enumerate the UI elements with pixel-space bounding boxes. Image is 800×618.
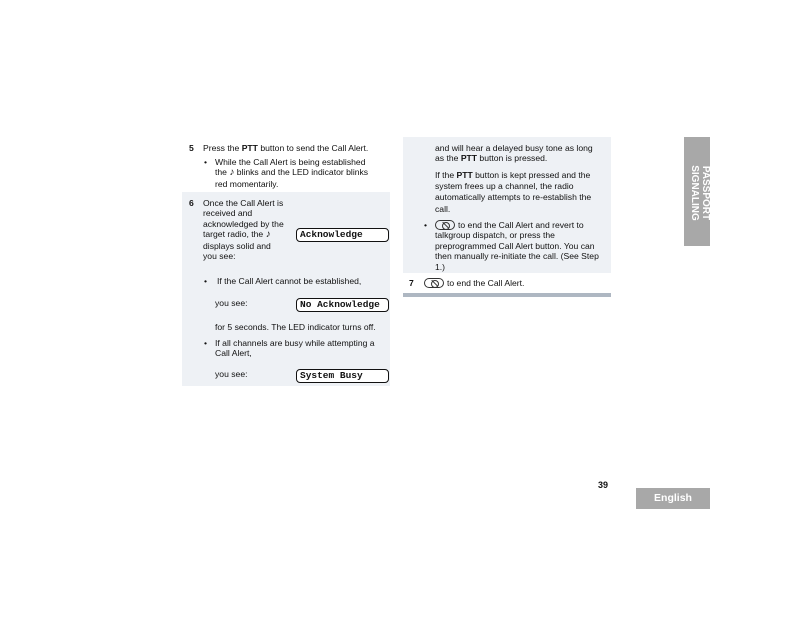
step5-text-before: Press the — [203, 143, 242, 153]
section-end-rule — [403, 293, 611, 297]
you-see-label: you see: — [215, 298, 248, 308]
step7-number: 7 — [409, 278, 414, 288]
step5-bullet-line2-before: the — [215, 167, 230, 178]
bullet-busy-line1: If all channels are busy while attempting a — [215, 338, 375, 348]
end-call-line4: then manually re-initiate the call. (See Step — [435, 251, 599, 262]
display-no-acknowledge: No Acknowledge — [296, 298, 389, 312]
bullet-dot: • — [204, 157, 208, 167]
music-note-icon: ♪ — [265, 229, 271, 241]
section-tab — [684, 137, 710, 246]
step6-line: Once the Call Alert is — [203, 198, 284, 208]
step5-bullet-line1: While the Call Alert is being established — [215, 157, 366, 167]
bullet-busy-line2: Call Alert, — [215, 348, 252, 359]
step5-text-after: button to send the Call Alert. — [257, 143, 369, 153]
p2-line4: call. — [435, 203, 451, 214]
step6-line: acknowledged by the — [203, 218, 284, 229]
step6-line: target radio, the — [203, 229, 266, 240]
language-tab — [636, 488, 710, 509]
bullet-busy — [215, 338, 375, 359]
step5-bullet-line3: red momentarily. — [215, 178, 279, 189]
language-tab-label: English — [654, 492, 692, 504]
section-tab-line2: SIGNALING — [689, 165, 700, 221]
section-tab-line1: PASSPORT — [700, 165, 711, 221]
you-see-label: you see: — [215, 369, 248, 379]
five-seconds-text: for 5 seconds. The LED indicator turns off. — [215, 322, 376, 332]
p2-line1-after: button is kept pressed and the — [472, 170, 591, 180]
step7-label: to end the Call Alert. — [447, 278, 525, 288]
cont-line2-after: button is pressed. — [477, 153, 548, 164]
step6-line: received and — [203, 208, 253, 219]
p2-line3: automatically attempts to re-establish the — [435, 192, 592, 203]
end-call-line1 — [435, 220, 599, 230]
music-note-icon: ♪ — [229, 167, 235, 179]
end-call-line2: talkgroup dispatch, or press the — [435, 230, 555, 241]
bullet-dot: • — [424, 220, 428, 230]
step6-line: displays solid and — [203, 240, 271, 251]
bullet-not-established: If the Call Alert cannot be established, — [217, 276, 362, 286]
continued-text — [435, 143, 593, 164]
end-call-bullet — [435, 220, 599, 272]
step7-text — [424, 278, 524, 288]
p2-line1 — [435, 170, 591, 181]
continued-line2 — [435, 153, 593, 163]
step6-number: 6 — [189, 198, 194, 208]
display-acknowledge: Acknowledge — [296, 228, 389, 242]
home-exit-button-icon — [435, 220, 455, 230]
home-exit-button-icon — [424, 278, 444, 288]
section-tab-label — [689, 163, 711, 223]
page-number: 39 — [598, 480, 609, 490]
step5-bullet — [215, 157, 368, 189]
bullet-dot: • — [204, 276, 208, 286]
step6-line: you see: — [203, 251, 236, 262]
step5-text — [203, 143, 368, 153]
end-call-line3: preprogrammed Call Alert button. You can — [435, 240, 595, 251]
cont-line2-before: as the — [435, 153, 461, 164]
ptt-label: PTT — [460, 153, 478, 164]
step5-bullet-line2 — [215, 167, 368, 178]
kept-pressed-paragraph — [435, 170, 591, 215]
end-call-line5: 1.) — [435, 261, 446, 272]
ptt-label: PTT — [456, 170, 473, 180]
step5-number: 5 — [189, 143, 194, 153]
end-call-text1: to end the Call Alert and revert to — [458, 220, 584, 230]
step5-bullet-line2-after: blinks and the LED indicator blinks — [234, 167, 369, 178]
p2-line2: system frees up a channel, the radio — [435, 181, 574, 192]
continued-line1: and will hear a delayed busy tone as long — [435, 143, 593, 153]
ptt-label: PTT — [241, 143, 258, 153]
step6-text — [203, 198, 284, 261]
bullet-dot: • — [204, 338, 208, 348]
display-system-busy: System Busy — [296, 369, 389, 383]
step6-line-with-icon — [203, 229, 284, 240]
p2-line1-before: If the — [435, 170, 457, 180]
